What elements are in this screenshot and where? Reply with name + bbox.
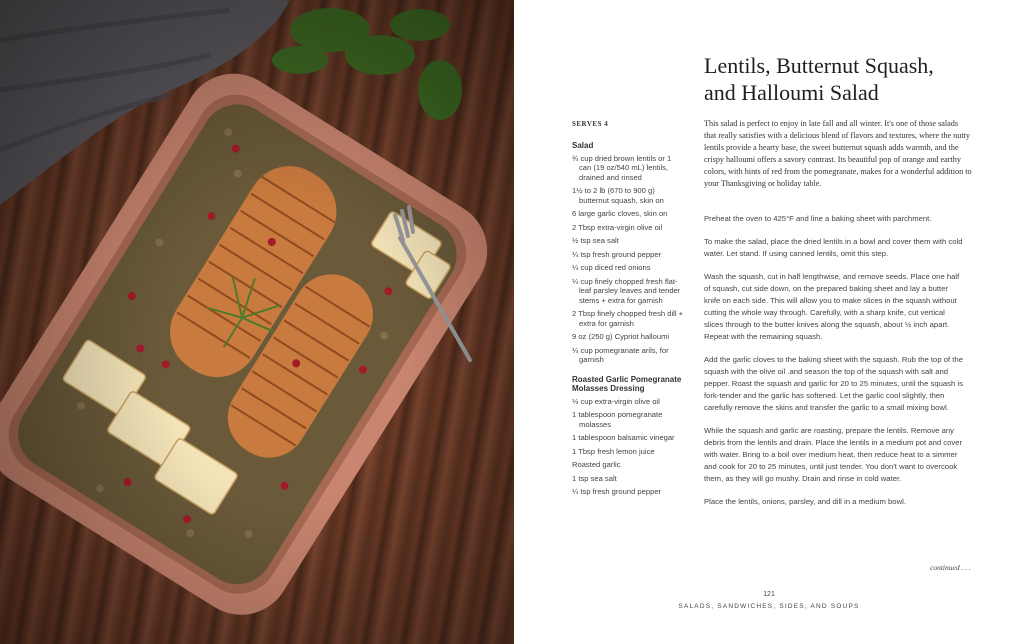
section-footer: SALADS, SANDWICHES, SIDES, AND SOUPS: [678, 603, 860, 610]
ingredient-item: ¼ cup pomegranate arils, for garnish: [572, 345, 669, 364]
ingredient-item: 2 Tbsp finely chopped fresh dill + extra for garnish: [572, 309, 684, 328]
method-step: While the squash and garlic are roasting, prepare the lentils. Remove any debris from the lentils and drain. Place the lentils in a medium pot and cover with water. Bring to a boil over medium heat, then reduce heat to a simmer and cook for 20 to 25 minutes, until just tender. You don't want to overcook them, as they will go mushy. Drain and rinse in cold water.: [704, 426, 963, 483]
serves-label: SERVES 4: [572, 120, 609, 128]
recipe-title: [704, 52, 1004, 106]
method-step: Add the garlic cloves to the baking sheet with the squash. Rub the top of the squash with the olive oil .and season the top of the squash with salt and pepper. Roast the squash and garlic for 20 to 25 minutes, until the squash is fork-tender and the garlic has softened. Let the garlic cool slightly, then carefully remove the skins and transfer the garlic to a small mixing bowl.: [704, 355, 963, 412]
method-step: Place the lentils, onions, parsley, and dill in a medium bowl.: [704, 497, 906, 506]
ingredient-item: 6 large garlic cloves, skin on: [572, 209, 668, 218]
page-number: 121: [763, 591, 775, 598]
ingredient-item: ⅓ cup extra-virgin olive oil: [572, 396, 660, 406]
salad-heading: Salad: [572, 141, 594, 150]
ingredient-item: ¾ cup dried brown lentils or 1 can (19 oz/540 mL) lentils, drained and rinsed: [572, 153, 672, 182]
ingredient-item: 1 tablespoon balsamic vinegar: [572, 433, 675, 442]
ingredient-item: 9 oz (250 g) Cypriot halloumi: [572, 332, 670, 341]
ingredient-item: 1 Tbsp fresh lemon juice: [572, 446, 655, 456]
ingredient-item: ½ tsp sea salt: [572, 236, 619, 245]
recipe-title-line2: and Halloumi Salad: [704, 80, 879, 105]
method-step: Preheat the oven to 425°F and line a baking sheet with parchment.: [704, 214, 932, 223]
ingredient-item: ¼ tsp fresh ground pepper: [572, 249, 662, 259]
method-steps: [704, 213, 966, 519]
ingredient-item: 2 Tbsp extra-virgin olive oil: [572, 222, 663, 232]
continued-note: continued . . .: [930, 563, 971, 572]
recipe-intro: This salad is perfect to enjoy in late fall and all winter. It's one of those salads that really satisfies with a delicious blend of flavors and textures, where the nutty lentils provide a hearty base, the sweet butternut squash adds warmth, and the crispy halloumi offers a savory contrast. Its beautiful pop of orange and earthy colors, with hints of red from the pomegranate, makes for a wonderful addition to your Thanksgiving or holiday table.: [704, 119, 972, 188]
ingredient-item: Roasted garlic: [572, 460, 621, 469]
dressing-heading: Roasted Garlic Pomegranate Molasses Dressing: [572, 374, 682, 393]
method-step: To make the salad, place the dried lentils in a bowl and cover them with cold water. Let stand. If using canned lentils, omit this step.: [704, 237, 963, 258]
method-step: Wash the squash, cut in half lengthwise, and remove seeds. Place one half of squash, cut side down, on the prepared baking sheet and lay a butter knife on each side. This will allow you to make slices in the squash without cutting the whole way through. Carefully, with a sharp knife, cut vertical slices through to the butter knives along the squash, about ½ inch apart. Repeat with the remaining squash.: [704, 272, 960, 341]
salad-ingredients: [572, 154, 684, 365]
ingredient-item: 1 tablespoon pomegranate molasses: [572, 410, 663, 429]
dressing-ingredients: [572, 397, 684, 497]
ingredient-item: ¼ cup finely chopped fresh flat-leaf parsley leaves and tender stems + extra for garnish: [572, 276, 681, 305]
ingredient-item: ¼ tsp fresh ground pepper: [572, 487, 662, 496]
recipe-title-line1: Lentils, Butternut Squash,: [704, 53, 934, 78]
ingredient-item: ¼ cup diced red onions: [572, 263, 651, 272]
recipe-page: [514, 0, 1024, 644]
ingredients-list: [572, 141, 684, 501]
ingredient-item: 1 tsp sea salt: [572, 473, 617, 483]
ingredient-item: 1½ to 2 lb (670 to 900 g) butternut squash, skin on: [572, 186, 664, 205]
